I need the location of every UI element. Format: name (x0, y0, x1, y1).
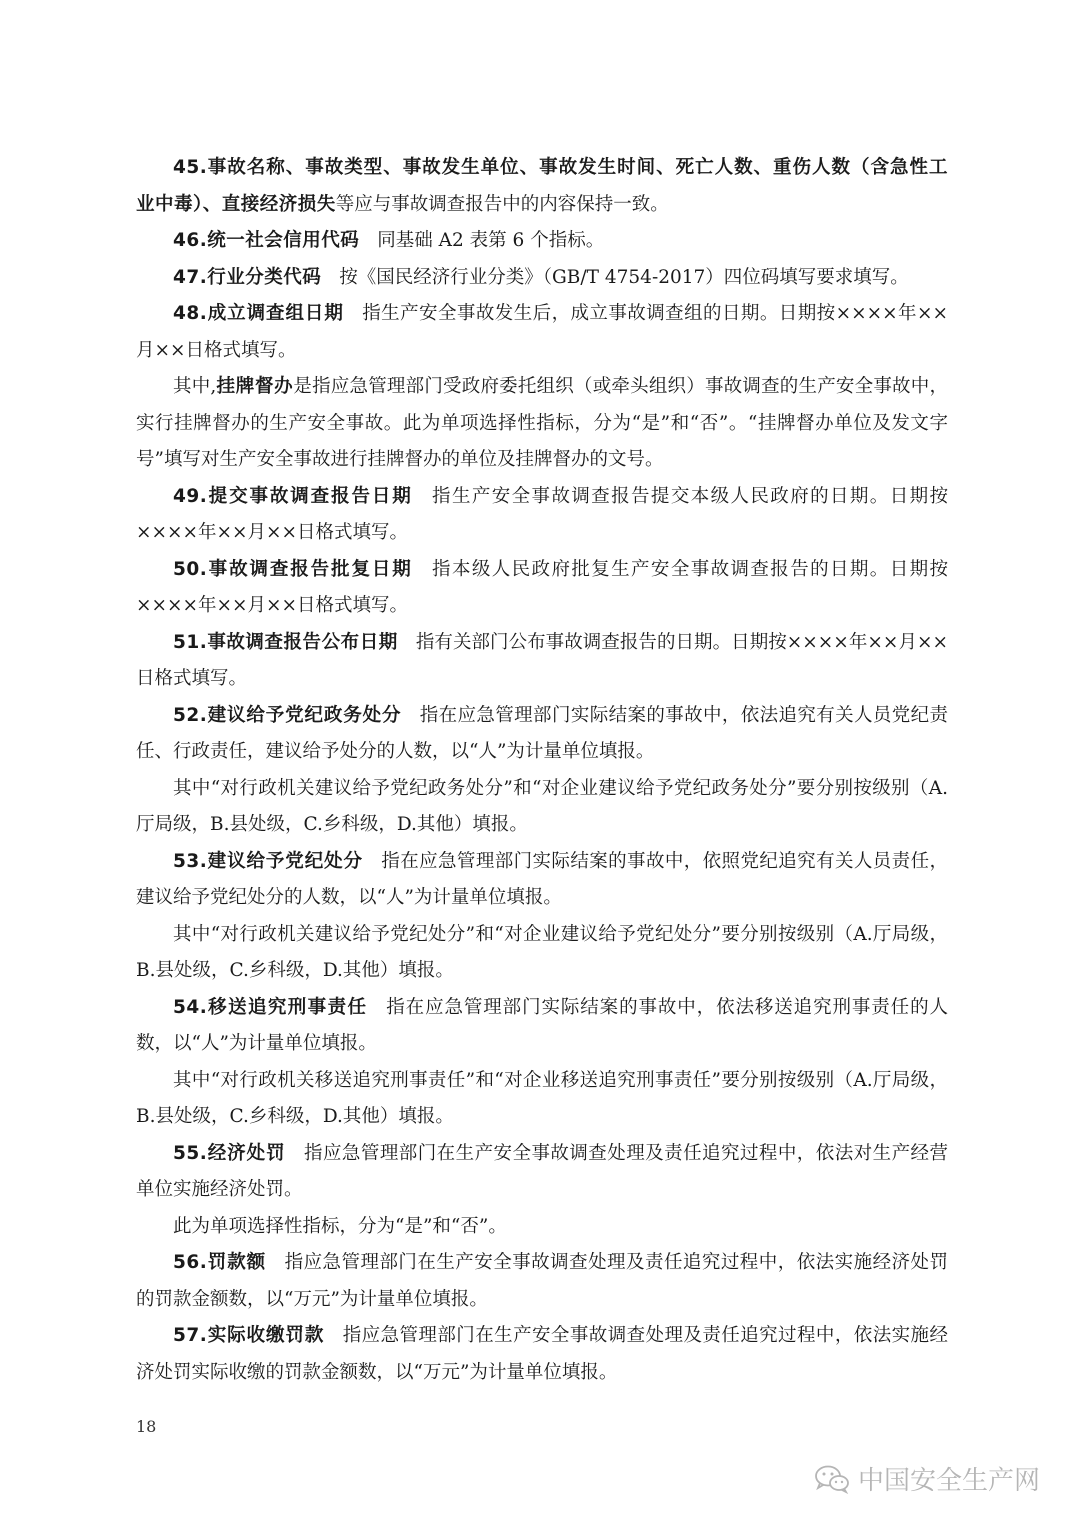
paragraph-text: 其中“对行政机关建议给予党纪处分”和“对企业建议给予党纪处分”要分别按级别（A.厅局级，B.县处级，C.乡科级，D.其他）填报。 (136, 923, 948, 981)
term-label: 49.提交事故调查报告日期 (173, 485, 413, 507)
term-label: 46.统一社会信用代码 (173, 230, 360, 251)
paragraph-text: 指应急管理部门在生产安全事故调查处理及责任追究过程中，依法实施经济处罚实际收缴的罚款金额数，以“万元”为计量单位填报。 (136, 1325, 948, 1383)
paragraph-54-note (136, 1063, 948, 1136)
term-label: 55.经济处罚 (173, 1142, 286, 1164)
paragraph-text: 是指应急管理部门受政府委托组织（或牵头组织）事故调查的生产安全事故中，实行挂牌督办的生产安全事故。此为单项选择性指标，分为“是”和“否”。“挂牌督办单位及发文字号”填写对生产安全事故进行挂牌督办的单位及挂牌督办的文号。 (136, 376, 948, 470)
term-label: 48.成立调查组日期 (173, 303, 344, 324)
paragraph-text: 指本级人民政府批复生产安全事故调查报告的日期。日期按××××年××月××日格式填写。 (136, 558, 948, 616)
paragraph-text: 指生产安全事故发生后，成立事故调查组的日期。日期按××××年××月××日格式填写。 (136, 303, 948, 361)
page-number: 18 (136, 1417, 157, 1436)
paragraph-text: 指在应急管理部门实际结案的事故中，依法移送追究刑事责任的人数，以“人”为计量单位填报。 (136, 996, 948, 1054)
paragraph-text: 指在应急管理部门实际结案的事故中，依法追究有关人员党纪责任、行政责任，建议给予处分的人数，以“人”为计量单位填报。 (136, 704, 948, 762)
paragraph-55-note (136, 1209, 948, 1246)
paragraph-text: 其中“对行政机关移送追究刑事责任”和“对企业移送追究刑事责任”要分别按级别（A.厅局级，B.县处级，C.乡科级，D.其他）填报。 (136, 1069, 948, 1127)
paragraph-48 (136, 296, 948, 369)
term-label: 53.建议给予党纪处分 (173, 850, 363, 872)
paragraph-48-note (136, 369, 948, 479)
paragraph-50 (136, 552, 948, 625)
term-label: 50.事故调查报告批复日期 (173, 558, 413, 580)
paragraph-49 (136, 479, 948, 552)
paragraph-53-note (136, 917, 948, 990)
paragraph-text: 此为单项选择性指标，分为“是”和“否”。 (173, 1215, 507, 1237)
paragraph-text: 指有关部门公布事故调查报告的日期。日期按××××年××月××日格式填写。 (136, 631, 948, 689)
paragraph-56 (136, 1245, 948, 1318)
paragraph-53 (136, 844, 948, 917)
paragraph-55 (136, 1136, 948, 1209)
wechat-icon (814, 1464, 850, 1494)
paragraph-52 (136, 698, 948, 771)
paragraph-57 (136, 1318, 948, 1391)
term-label: 45.事故名称、事故类型、事故发生单位、事故发生时间、死亡人数、重伤人数（含急性工业中毒）、直接经济损失 (136, 157, 948, 215)
paragraph-51 (136, 625, 948, 698)
paragraph-52-note (136, 771, 948, 844)
paragraph-47 (136, 260, 948, 297)
paragraph-54 (136, 990, 948, 1063)
term-label: 挂牌督办 (216, 376, 294, 397)
paragraph-prefix: 其中, (173, 376, 217, 397)
paragraph-text: 指应急管理部门在生产安全事故调查处理及责任追究过程中，依法对生产经营单位实施经济处罚。 (136, 1142, 948, 1200)
paragraph-45 (136, 150, 948, 223)
term-label: 54.移送追究刑事责任 (173, 996, 368, 1018)
term-label: 51.事故调查报告公布日期 (173, 631, 398, 653)
paragraph-text: 指应急管理部门在生产安全事故调查处理及责任追究过程中，依法实施经济处罚的罚款金额数，以“万元”为计量单位填报。 (136, 1252, 948, 1310)
term-label: 56.罚款额 (173, 1252, 267, 1273)
watermark (814, 1460, 1040, 1497)
paragraph-text: 指生产安全事故调查报告提交本级人民政府的日期。日期按××××年××月××日格式填写。 (136, 485, 948, 543)
paragraph-text: 按《国民经济行业分类》（GB/T 4754-2017）四位码填写要求填写。 (339, 266, 909, 288)
watermark-text: 中国安全生产网 (857, 1466, 1040, 1496)
paragraph-46 (136, 223, 948, 260)
term-label: 47.行业分类代码 (173, 266, 322, 288)
paragraph-text: 等应与事故调查报告中的内容保持一致。 (335, 193, 669, 215)
term-label: 57.实际收缴罚款 (173, 1325, 325, 1346)
paragraph-text: 其中“对行政机关建议给予党纪政务处分”和“对企业建议给予党纪政务处分”要分别按级别（A.厅局级，B.县处级，C.乡科级，D.其他）填报。 (136, 777, 948, 835)
paragraph-text: 同基础 A2 表第 6 个指标。 (377, 230, 605, 251)
document-body (136, 150, 948, 1391)
term-label: 52.建议给予党纪政务处分 (173, 704, 402, 726)
paragraph-text: 指在应急管理部门实际结案的事故中，依照党纪追究有关人员责任，建议给予党纪处分的人数，以“人”为计量单位填报。 (136, 850, 948, 908)
